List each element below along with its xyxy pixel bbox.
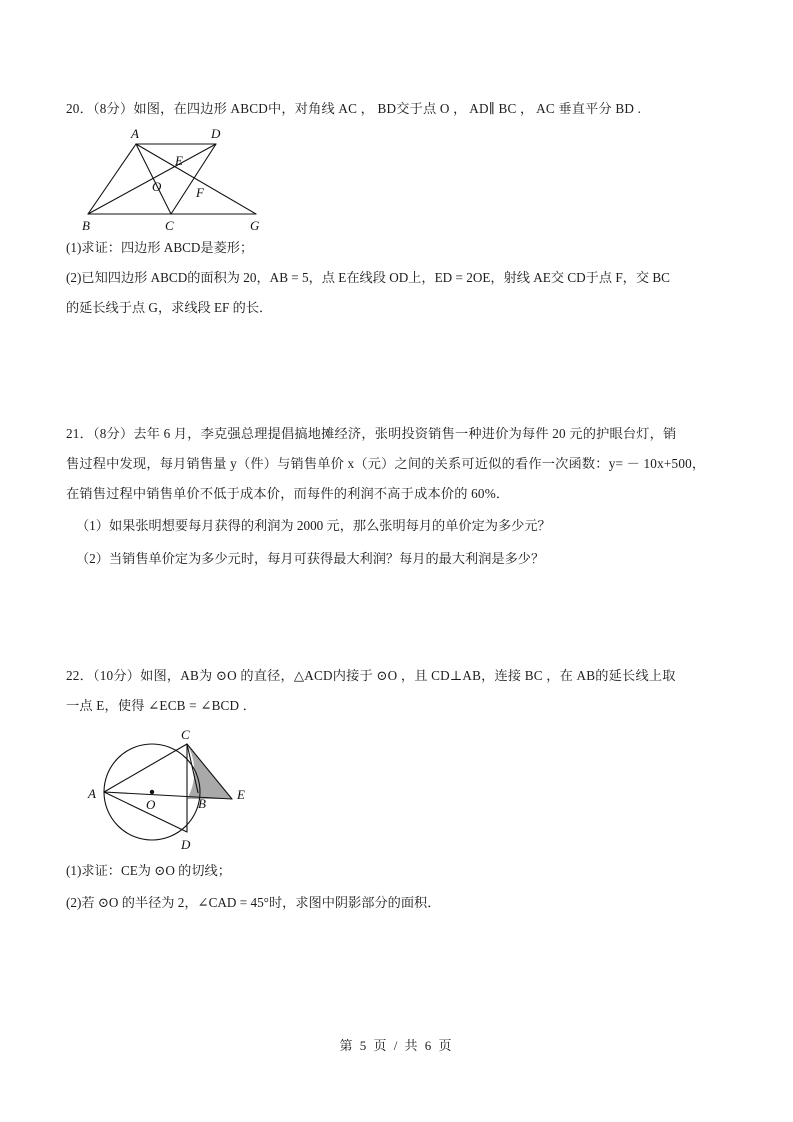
problem-22-sub-1: (1)求证：CE为 ⊙O 的切线； (66, 863, 231, 878)
problem-20-sub-2: (2)已知四边形 ABCD的面积为 20，AB = 5，点 E在线段 OD上，ED = 2OE，射线 AE交 CD于点 F，交 BC (66, 270, 670, 285)
problem-20-sub-1: (1)求证：四边形 ABCD是菱形； (66, 240, 254, 255)
page-content (66, 96, 766, 919)
figure-label-C: C (165, 218, 174, 233)
figure-label-D: D (211, 126, 221, 141)
problem-21-sub-1: （1）如果张明想要每月获得的利润为 2000 元，那么张明每月的单价定为多少元？ (76, 518, 551, 533)
figure-label-O: O (152, 179, 162, 194)
circle-label-E: E (237, 787, 245, 802)
problem-20-stem-line-1: 20．（8分）如图，在四边形 ABCD中，对角线 AC ， BD交于点 O ， AD∥ BC ， AC 垂直平分 BD . (66, 101, 642, 116)
circle-label-A: A (88, 786, 96, 801)
problem-21-stem-line-3: 在销售过程中销售单价不低于成本价，而每件的利润不高于成本价的 60%． (66, 486, 510, 501)
page-number-label: 第 5 页 / 共 6 页 (339, 1038, 454, 1053)
spacer-after-problem-21 (66, 575, 766, 661)
problem-22-stem-line-1: 22．（10分）如图，AB为 ⊙O 的直径，△ACD内接于 ⊙O ，且 CD⊥AB，连接 BC ，在 AB的延长线上取 (66, 668, 676, 683)
circle-acd-figure (80, 727, 766, 855)
page-footer (0, 1035, 793, 1054)
problem-22 (66, 661, 766, 919)
circle-label-D: D (181, 837, 191, 852)
problem-22-stem-line-2: 一点 E，使得 ∠ECB = ∠BCD ． (66, 698, 257, 713)
spacer-after-problem-20 (66, 323, 766, 419)
quadrilateral-abcd-svg (74, 125, 334, 233)
figure-label-E: E (175, 153, 183, 168)
figure-label-B: B (82, 218, 90, 233)
problem-21-sub-2: （2）当销售单价定为多少元时，每月可获得最大利润？每月的最大利润是多少？ (76, 551, 545, 566)
figure-label-G: G (250, 218, 260, 233)
problem-20-sub-3: 的延长线于点 G，求线段 EF 的长． (66, 300, 273, 315)
quadrilateral-abcd-figure (74, 125, 766, 233)
problem-21-stem-line-2: 售过程中发现，每月销售量 y（件）与销售单价 x（元）之间的关系可近似的看作一次函数：y= － 10x+500， (66, 456, 706, 471)
circle-label-C: C (181, 727, 190, 742)
figure-label-F: F (196, 185, 204, 200)
circle-label-B: B (198, 796, 206, 811)
circle-acd-svg (80, 727, 310, 855)
problem-21-stem-line-1: 21．（8分）去年 6 月，李克强总理提倡搞地摊经济，张明投资销售一种进价为每件 20 元的护眼台灯，销 (66, 426, 677, 441)
center-point-O (150, 790, 154, 794)
circle-label-O: O (146, 797, 156, 812)
problem-22-sub-2: (2)若 ⊙O 的半径为 2，∠CAD = 45°时，求图中阴影部分的面积． (66, 895, 441, 910)
problem-20 (66, 96, 766, 323)
problem-21 (66, 419, 766, 575)
figure-label-A: A (131, 126, 139, 141)
